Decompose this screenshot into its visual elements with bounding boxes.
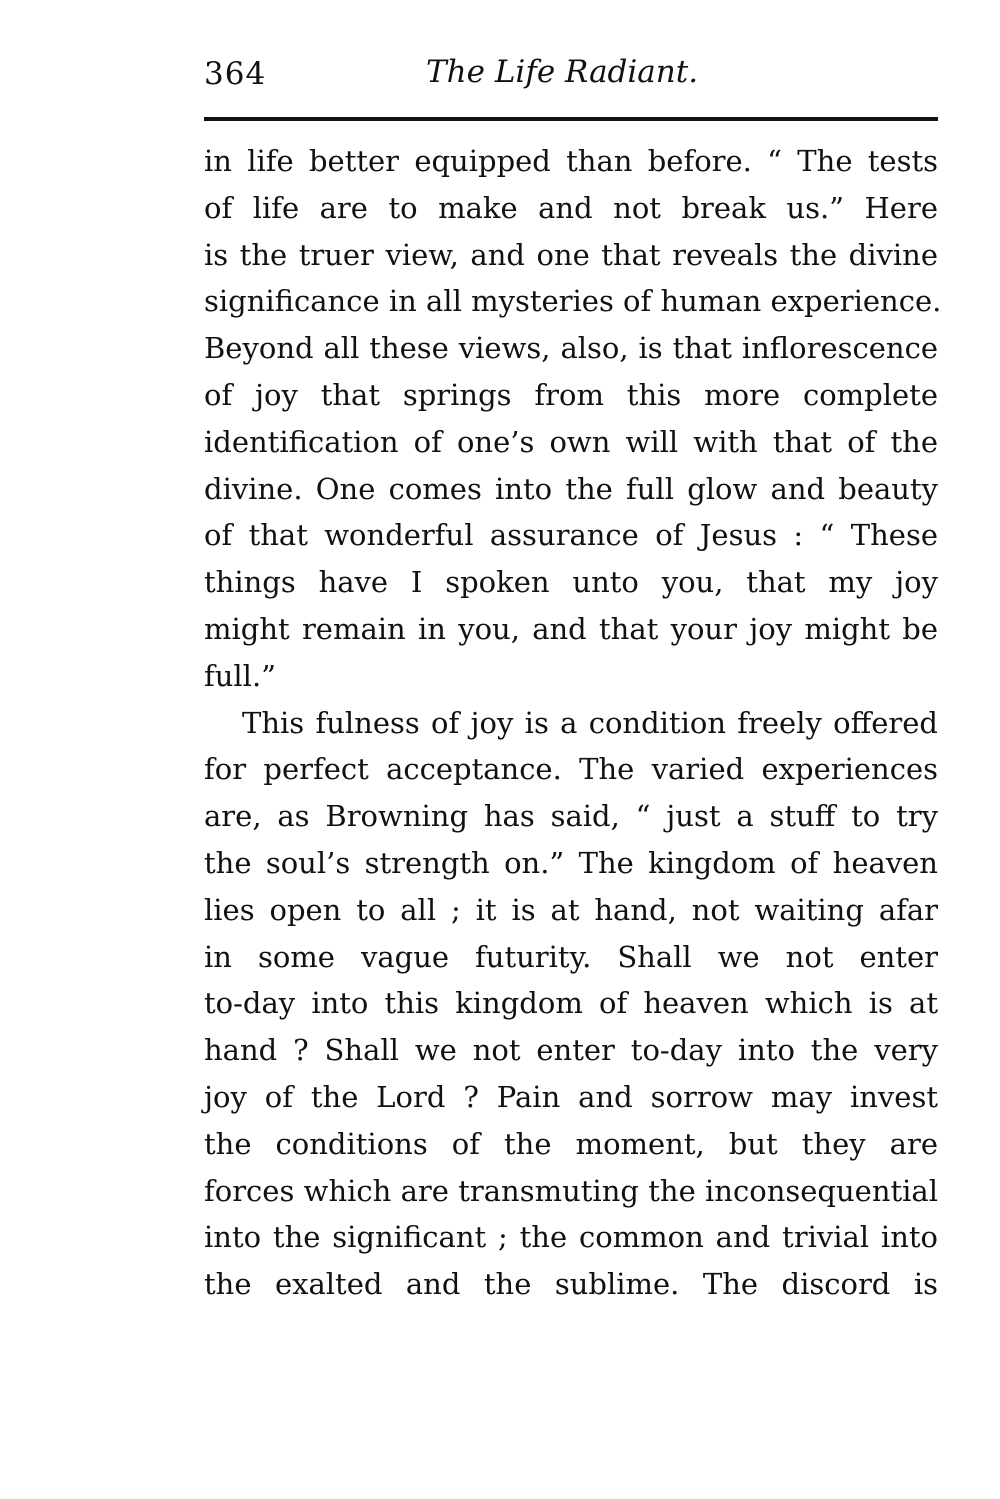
text-line: identification of one’s own will with that of the	[204, 424, 938, 459]
text-line: to-day into this kingdom of heaven which is at	[204, 986, 938, 1021]
text-line: into the significant ; the common and trivial into	[204, 1220, 938, 1255]
paragraph-1	[204, 138, 942, 700]
header-rule	[204, 117, 938, 121]
text-line: the soul’s strength on.” The kingdom of heaven	[204, 845, 938, 880]
text-line: of that wonderful assurance of Jesus : “ These	[204, 518, 938, 553]
running-head	[204, 52, 938, 102]
text-line: of life are to make and not break us.” Here	[204, 190, 938, 225]
text-line: This fulness of joy is a condition freely offered	[242, 705, 938, 740]
text-line: forces which are transmuting the inconsequential	[204, 1173, 938, 1208]
text-line: hand ? Shall we not enter to-day into the very	[204, 1033, 938, 1068]
text-line: for perfect acceptance. The varied experiences	[204, 752, 938, 787]
text-line: in life better equipped than before. “ The tests	[204, 144, 938, 178]
text-line: divine. One comes into the full glow and beauty	[204, 471, 938, 506]
text-line: lies open to all ; it is at hand, not waiting afar	[204, 892, 938, 927]
page-number: 364	[204, 56, 267, 92]
text-line: might remain in you, and that your joy might be	[204, 611, 938, 646]
text-line: the exalted and the sublime. The discord is	[204, 1267, 938, 1302]
text-line: are, as Browning has said, “ just a stuff to try	[204, 799, 938, 834]
text-line: Beyond all these views, also, is that inflorescence	[204, 331, 938, 366]
text-line: is the truer view, and one that reveals the divine	[204, 237, 938, 272]
paragraph-2	[204, 700, 938, 1308]
text-line: full.”	[204, 658, 277, 693]
text-line: in some vague futurity. Shall we not enter	[204, 939, 938, 974]
text-line: things have I spoken unto you, that my joy	[204, 565, 938, 600]
text-line: joy of the Lord ? Pain and sorrow may invest	[204, 1079, 938, 1114]
body-text	[204, 138, 942, 1308]
running-title: The Life Radiant.	[426, 54, 699, 90]
text-line: significance in all mysteries of human experience.	[204, 284, 942, 319]
text-line: the conditions of the moment, but they are	[204, 1126, 938, 1161]
text-line: of joy that springs from this more complete	[204, 377, 938, 412]
